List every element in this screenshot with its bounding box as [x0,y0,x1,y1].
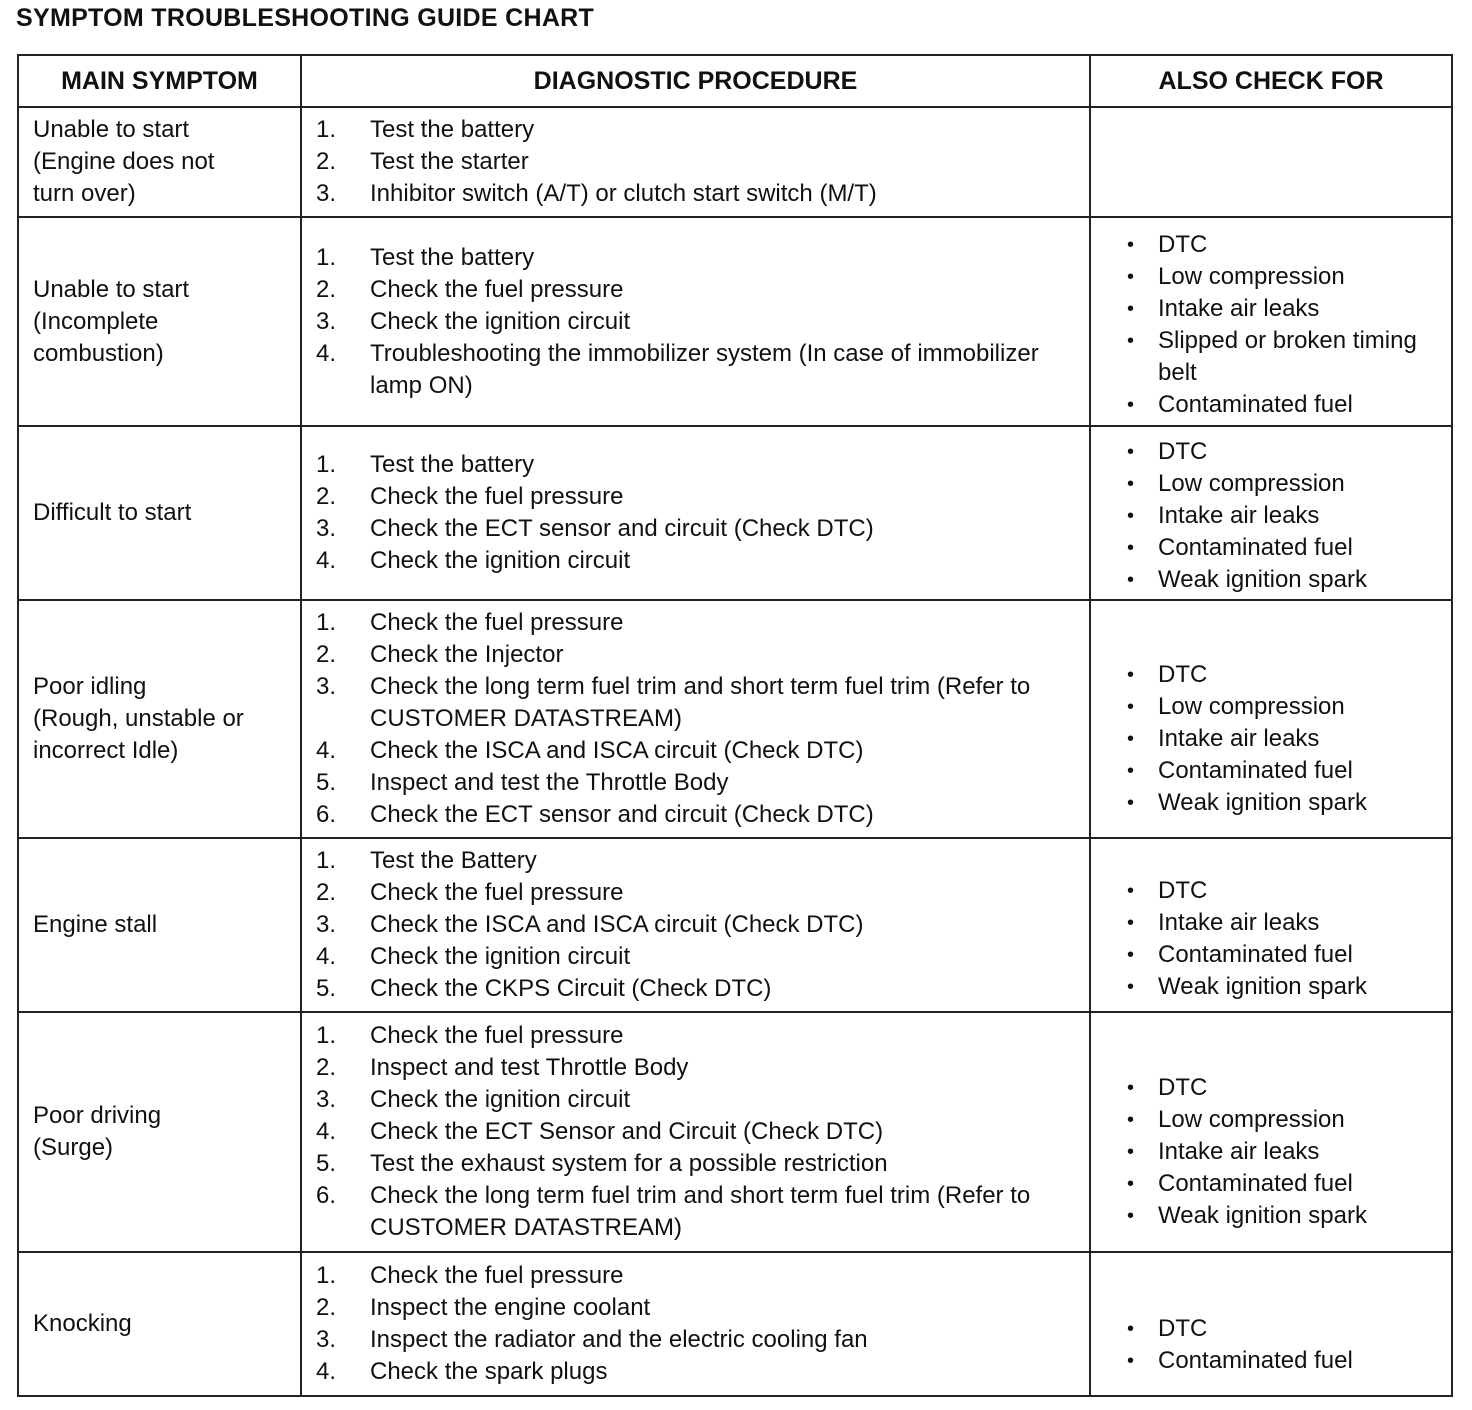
step-text: Check the ISCA and ISCA circuit (Check DTC) [370,911,864,938]
also-check-cell [1090,107,1452,217]
header-diagnostic-procedure: DIAGNOSTIC PROCEDURE [301,55,1090,107]
also-check-item [1127,1313,1450,1345]
step-text: Check the fuel pressure [370,609,624,636]
bullet-icon: • [1127,298,1135,320]
procedure-step [316,146,1083,178]
main-symptom-cell [18,426,301,600]
step-text: Check the ignition circuit [370,943,631,970]
step-text: Test the Battery [370,847,537,874]
symptom-text: combustion) [33,339,164,367]
header-also-check-for: ALSO CHECK FOR [1090,55,1452,107]
step-text: Check the ignition circuit [370,1086,631,1113]
also-check-item [1127,1104,1450,1136]
also-check-item [1127,293,1450,325]
procedure-step [316,1356,1083,1388]
also-check-item [1127,939,1450,971]
bullet-icon: • [1127,1317,1135,1340]
also-check-item [1127,1072,1450,1104]
step-text: Check the ECT Sensor and Circuit (Check DTC) [370,1118,884,1145]
bullet-icon: • [1127,879,1135,902]
header-row [18,55,1452,107]
symptom-text: (Surge) [33,1134,114,1161]
also-check-cell [1090,426,1452,600]
diagnostic-procedure-cell [301,107,1090,217]
procedure-step [316,1148,1083,1180]
diagnostic-procedure-cell [301,217,1090,426]
procedure-step [316,306,1083,338]
symptom-text: Poor driving [33,1102,162,1129]
procedure-steps [316,607,1083,831]
procedure-step [316,1084,1083,1116]
also-check-cell [1090,217,1452,426]
step-number: 1. [316,243,337,271]
step-number: 4. [316,1358,337,1385]
symptom-text: (Incomplete [33,307,159,335]
step-number: 5. [316,769,337,796]
step-number: 1. [316,847,337,874]
also-check-text: Low compression [1158,469,1345,497]
bullet-icon: • [1127,791,1135,814]
also-check-text: Contaminated fuel [1158,533,1353,561]
symptom-text: incorrect Idle) [33,737,179,764]
step-text: Check the fuel pressure [370,879,624,906]
also-check-text: Intake air leaks [1158,724,1320,752]
procedure-steps [316,114,1083,210]
main-symptom-cell [18,1252,301,1396]
also-check-list [1127,659,1450,819]
main-symptom-cell [18,838,301,1012]
procedure-step [316,242,1083,274]
step-text: Inspect the radiator and the electric cooling fan [370,1326,868,1353]
also-check-cell [1090,1012,1452,1252]
procedure-step [316,607,1083,639]
step-text: Check the long term fuel trim and short term fuel trim (Refer to CUSTOMER DATASTREAM) [370,1182,1031,1241]
also-check-list [1127,1072,1450,1232]
procedure-step [316,1324,1083,1356]
symptom-text: Unable to start [33,116,190,143]
bullet-icon: • [1127,472,1135,495]
table-row [18,107,1452,217]
bullet-icon: • [1127,1076,1135,1099]
bullet-icon: • [1127,1140,1135,1163]
procedure-step [316,845,1083,877]
bullet-icon: • [1127,440,1135,463]
bullet-icon: • [1127,568,1135,591]
also-check-item [1127,564,1450,596]
step-number: 2. [316,275,337,303]
bullet-icon: • [1127,536,1135,559]
also-check-item [1127,1168,1450,1200]
also-check-text: Contaminated fuel [1158,756,1353,784]
also-check-item [1127,261,1450,293]
also-check-list [1127,1313,1450,1377]
step-number: 4. [316,339,337,367]
also-check-text: Contaminated fuel [1158,1346,1353,1374]
also-check-text: Intake air leaks [1158,908,1320,936]
procedure-step [316,1020,1083,1052]
also-check-item [1127,875,1450,907]
symptom-text: (Engine does not [33,148,215,175]
step-number: 6. [316,801,337,828]
step-text: Check the ECT sensor and circuit (Check DTC) [370,515,874,542]
diagnostic-procedure-cell [301,1252,1090,1396]
symptom-text: Knocking [33,1310,132,1337]
table-row [18,1252,1452,1396]
table-row [18,426,1452,600]
procedure-step [316,178,1083,210]
also-check-text: Contaminated fuel [1158,1169,1353,1197]
procedure-step [316,1292,1083,1324]
procedure-steps [316,242,1083,402]
also-check-item [1127,907,1450,939]
procedure-step [316,767,1083,799]
also-check-text: Slipped or broken timing belt [1158,327,1417,386]
step-number: 3. [316,673,337,700]
symptom-text: (Rough, unstable or [33,705,244,732]
procedure-step [316,1260,1083,1292]
step-text: Troubleshooting the immobilizer system (In case of immobilizer lamp ON) [370,339,1039,399]
also-check-text: DTC [1158,1314,1208,1342]
step-number: 2. [316,483,337,510]
step-number: 3. [316,1086,337,1113]
step-text: Check the ECT sensor and circuit (Check DTC) [370,801,874,828]
bullet-icon: • [1127,1349,1135,1372]
also-check-item [1127,436,1450,468]
step-number: 2. [316,148,337,175]
step-text: Check the CKPS Circuit (Check DTC) [370,975,772,1002]
procedure-step [316,1052,1083,1084]
step-number: 3. [316,515,337,542]
step-number: 3. [316,1326,337,1353]
symptom-text: Poor idling [33,673,147,700]
step-number: 2. [316,1294,337,1321]
also-check-item [1127,659,1450,691]
symptom-text: Difficult to start [33,499,192,526]
also-check-item [1127,325,1450,389]
table-row [18,838,1452,1012]
also-check-item [1127,468,1450,500]
procedure-step [316,114,1083,146]
also-check-item [1127,971,1450,1003]
procedure-step [316,671,1083,735]
also-check-item [1127,389,1450,421]
step-text: Test the battery [370,451,535,478]
also-check-item [1127,755,1450,787]
page-title: SYMPTOM TROUBLESHOOTING GUIDE CHART [16,4,595,32]
step-text: Inspect and test the Throttle Body [370,769,729,796]
diagnostic-procedure-cell [301,838,1090,1012]
step-number: 6. [316,1182,337,1209]
also-check-cell [1090,838,1452,1012]
procedure-step [316,877,1083,909]
step-text: Test the exhaust system for a possible restriction [370,1150,888,1177]
also-check-item [1127,1136,1450,1168]
also-check-text: Low compression [1158,1105,1345,1133]
diagnostic-procedure-cell [301,426,1090,600]
step-text: Inspect and test Throttle Body [370,1054,689,1081]
procedure-steps [316,1260,1083,1388]
bullet-icon: • [1127,759,1135,782]
step-number: 1. [316,1262,337,1289]
also-check-text: Contaminated fuel [1158,940,1353,968]
procedure-step [316,545,1083,577]
also-check-text: Intake air leaks [1158,501,1320,529]
symptom-text: Unable to start [33,275,190,303]
step-text: Check the fuel pressure [370,1262,624,1289]
step-text: Inhibitor switch (A/T) or clutch start switch (M/T) [370,180,877,207]
procedure-step [316,909,1083,941]
bullet-icon: • [1127,663,1135,686]
step-number: 5. [316,975,337,1002]
procedure-steps [316,845,1083,1005]
diagnostic-procedure-cell [301,1012,1090,1252]
procedure-step [316,513,1083,545]
also-check-text: DTC [1158,660,1208,688]
step-number: 4. [316,943,337,970]
also-check-list [1127,436,1450,596]
procedure-steps [316,1020,1083,1244]
also-check-text: Weak ignition spark [1158,972,1367,1000]
also-check-text: Weak ignition spark [1158,788,1367,816]
step-text: Test the starter [370,148,529,175]
table-row [18,217,1452,426]
procedure-step [316,274,1083,306]
also-check-list [1127,229,1450,421]
also-check-item [1127,787,1450,819]
main-symptom-cell [18,217,301,426]
also-check-text: DTC [1158,437,1208,465]
procedure-step [316,338,1083,402]
main-symptom-cell [18,1012,301,1252]
header-main-symptom: MAIN SYMPTOM [18,55,301,107]
also-check-cell [1090,600,1452,838]
bullet-icon: • [1127,943,1135,966]
table-row [18,1012,1452,1252]
also-check-text: Low compression [1158,692,1345,720]
also-check-item [1127,723,1450,755]
step-text: Check the fuel pressure [370,275,624,303]
procedure-step [316,973,1083,1005]
bullet-icon: • [1127,975,1135,998]
step-text: Check the Injector [370,641,564,668]
also-check-cell [1090,1252,1452,1396]
step-number: 2. [316,641,337,668]
symptom-text: turn over) [33,180,136,207]
also-check-text: Intake air leaks [1158,295,1320,322]
step-number: 5. [316,1150,337,1177]
step-text: Check the fuel pressure [370,483,624,510]
troubleshooting-table [17,54,1453,1397]
step-number: 2. [316,879,337,906]
bullet-icon: • [1127,695,1135,718]
bullet-icon: • [1127,911,1135,934]
also-check-text: Weak ignition spark [1158,565,1367,593]
main-symptom-cell [18,107,301,217]
procedure-step [316,941,1083,973]
bullet-icon: • [1127,266,1135,288]
step-text: Test the battery [370,116,535,143]
bullet-icon: • [1127,234,1135,256]
also-check-text: DTC [1158,876,1208,904]
also-check-item [1127,500,1450,532]
procedure-steps [316,449,1083,577]
procedure-step [316,481,1083,513]
also-check-text: Low compression [1158,263,1345,290]
procedure-step [316,735,1083,767]
step-text: Check the fuel pressure [370,1022,624,1049]
also-check-item [1127,691,1450,723]
step-number: 2. [316,1054,337,1081]
also-check-text: Intake air leaks [1158,1137,1320,1165]
also-check-text: Weak ignition spark [1158,1201,1367,1229]
bullet-icon: • [1127,1204,1135,1227]
main-symptom-cell [18,600,301,838]
table-body [18,107,1452,1396]
also-check-text: DTC [1158,231,1208,258]
step-number: 1. [316,116,337,143]
step-number: 4. [316,1118,337,1145]
procedure-step [316,1180,1083,1244]
step-number: 3. [316,307,337,335]
procedure-step [316,1116,1083,1148]
bullet-icon: • [1127,1108,1135,1131]
table-row [18,600,1452,838]
step-text: Check the long term fuel trim and short term fuel trim (Refer to CUSTOMER DATASTREAM) [370,673,1031,732]
also-check-text: Contaminated fuel [1158,391,1353,418]
also-check-item [1127,1345,1450,1377]
step-text: Test the battery [370,243,535,271]
step-text: Check the ISCA and ISCA circuit (Check DTC) [370,737,864,764]
bullet-icon: • [1127,1172,1135,1195]
procedure-step [316,799,1083,831]
bullet-icon: • [1127,504,1135,527]
bullet-icon: • [1127,394,1135,416]
step-number: 4. [316,547,337,574]
step-number: 1. [316,451,337,478]
also-check-list [1127,875,1450,1003]
procedure-step [316,449,1083,481]
also-check-item [1127,532,1450,564]
also-check-text: DTC [1158,1073,1208,1101]
step-text: Check the spark plugs [370,1358,608,1385]
symptom-text: Engine stall [33,911,158,938]
step-number: 4. [316,737,337,764]
step-text: Check the ignition circuit [370,307,631,335]
bullet-icon: • [1127,330,1135,352]
also-check-item [1127,229,1450,261]
procedure-step [316,639,1083,671]
step-number: 1. [316,1022,337,1049]
step-number: 3. [316,911,337,938]
step-text: Check the ignition circuit [370,547,631,574]
step-text: Inspect the engine coolant [370,1294,651,1321]
also-check-item [1127,1200,1450,1232]
diagnostic-procedure-cell [301,600,1090,838]
bullet-icon: • [1127,727,1135,750]
step-number: 3. [316,180,337,207]
step-number: 1. [316,609,337,636]
